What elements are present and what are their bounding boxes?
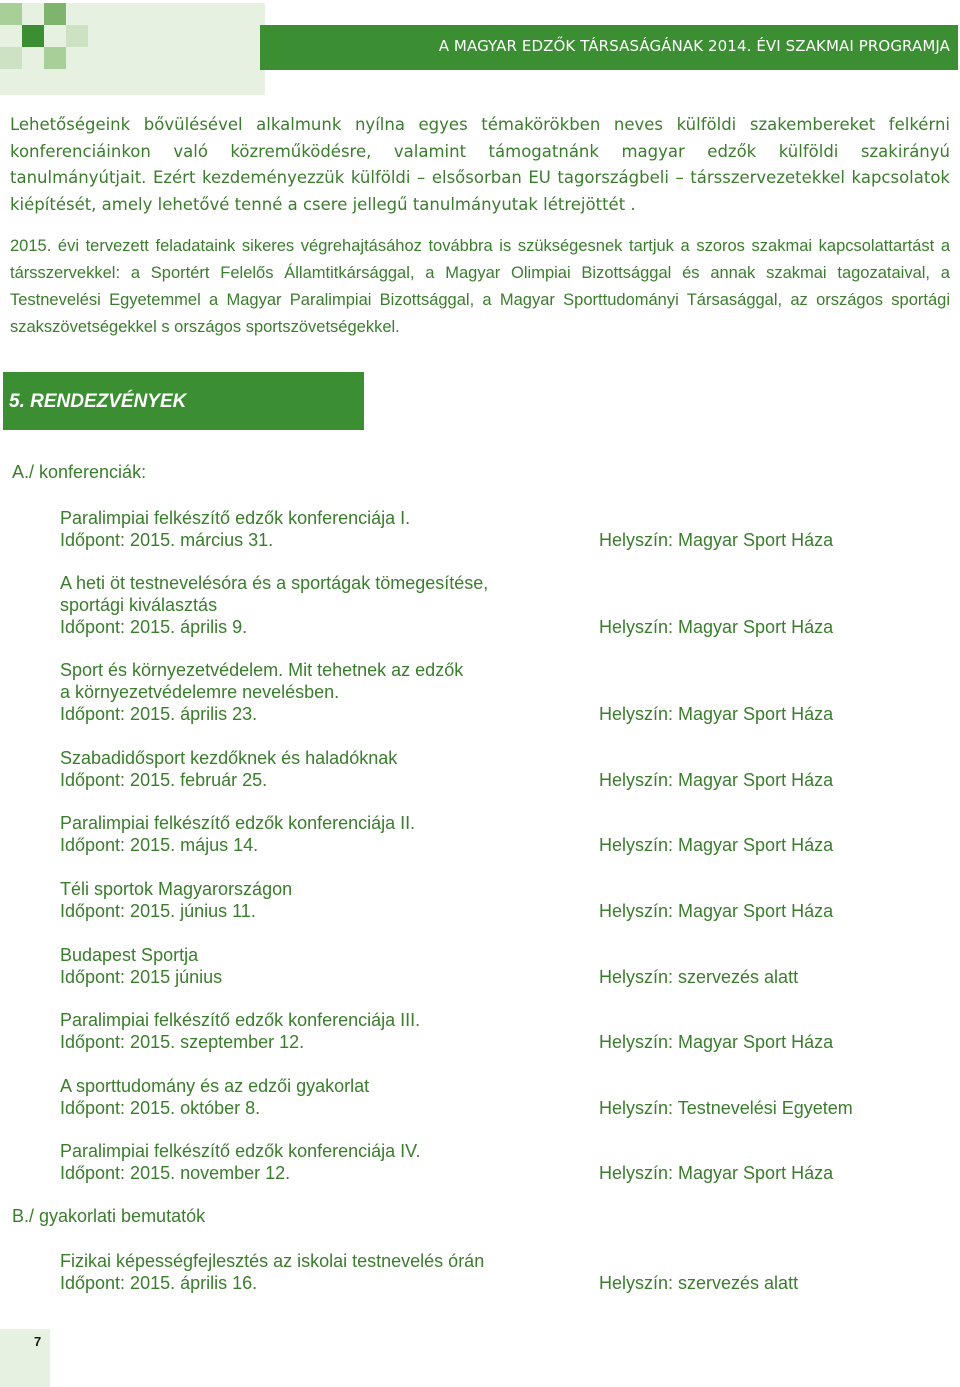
event-date: Időpont: 2015. október 8. [60, 1098, 261, 1118]
event-item [60, 1075, 940, 1119]
header-bar [260, 25, 958, 70]
event-title: Fizikai képességfejlesztés az iskolai testnevelés órán [60, 1251, 485, 1271]
event-item [60, 944, 940, 988]
logo-square-4 [44, 47, 66, 69]
event-item [60, 812, 940, 856]
event-venue: Helyszín: Testnevelési Egyetem [599, 1098, 853, 1118]
event-venue: Helyszín: Magyar Sport Háza [599, 1032, 834, 1052]
event-item [60, 1250, 940, 1294]
event-title: Paralimpiai felkészítő edzők konferenciája III. [60, 1010, 421, 1030]
event-venue: Helyszín: Magyar Sport Háza [599, 770, 834, 790]
paragraph-international-study: Lehetőségeink bővülésével alkalmunk nyílna egyes témakörökben neves külföldi szakembereket felkérni konferenciáinkon való közreműködésre, valamint támogatnánk magyar edzők külföldi szakirányú tanulmányútjait. Ezért kezdeményezzük külföldi – elsősorban EU tagországbeli – társszervezetekkel kapcsolatok kiépítését, amely lehetővé tenné a csere jellegű tanulmányutak létrejöttét . [10, 115, 950, 214]
event-venue: Helyszín: Magyar Sport Háza [599, 901, 834, 921]
section-heading-bar [3, 372, 364, 430]
header-title: A MAGYAR EDZŐK TÁRSASÁGÁNAK 2014. ÉVI SZAKMAI PROGRAMJA [438, 37, 950, 55]
logo-square-1 [0, 3, 22, 25]
logo-square-5 [66, 25, 88, 47]
event-title: A heti öt testnevelésóra és a sportágak tömegesítése, [60, 573, 489, 593]
event-venue: Helyszín: Magyar Sport Háza [599, 1163, 834, 1183]
event-item [60, 747, 940, 791]
event-title: Paralimpiai felkészítő edzők konferenciája II. [60, 813, 416, 833]
event-title: A sporttudomány és az edzői gyakorlat [60, 1076, 370, 1096]
event-venue: Helyszín: Magyar Sport Háza [599, 704, 834, 724]
event-item [60, 572, 940, 638]
header-logo [0, 0, 270, 96]
event-date: Időpont: 2015 június [60, 967, 223, 987]
event-item [60, 1140, 940, 1184]
logo-background [0, 3, 265, 95]
event-title: Budapest Sportja [60, 945, 199, 965]
logo-square-3 [44, 3, 66, 25]
event-venue: Helyszín: szervezés alatt [599, 1273, 799, 1293]
event-title: Paralimpiai felkészítő edzők konferenciája I. [60, 508, 411, 528]
event-title: Téli sportok Magyarországon [60, 879, 293, 899]
event-date: Időpont: 2015. május 14. [60, 835, 259, 855]
event-date: Időpont: 2015. március 31. [60, 530, 274, 550]
demos-heading: B./ gyakorlati bemutatók [12, 1206, 206, 1226]
event-item [60, 659, 940, 725]
event-date: Időpont: 2015. április 16. [60, 1273, 258, 1293]
event-item [60, 1009, 940, 1053]
page-number-box [0, 1329, 50, 1387]
event-title-cont: a környezetvédelemre nevelésben. [60, 682, 340, 702]
event-venue: Helyszín: szervezés alatt [599, 967, 799, 987]
event-title-cont: sportági kiválasztás [60, 595, 218, 615]
event-title: Paralimpiai felkészítő edzők konferenciája IV. [60, 1141, 421, 1161]
paragraph-partnerships: 2015. évi tervezett feladataink sikeres végrehajtásához továbbra is szükségesnek tartjuk a szoros szakmai kapcsolattartást a társszervekkel: a Sportért Felelős Államtitkársággal, a Magyar Olimpiai Bizottsággal és annak szakmai tagozataival, a Testnevelési Egyetemmel a Magyar Paralimpiai Bizottsággal, a Magyar Sporttudományi Társasággal, az országos sportági szakszövetségekkel s országos sportszövetségekkel. [10, 237, 950, 336]
page-number: 7 [34, 1334, 42, 1349]
event-item [60, 507, 940, 551]
event-venue: Helyszín: Magyar Sport Háza [599, 835, 834, 855]
event-item [60, 878, 940, 922]
event-date: Időpont: 2015. június 11. [60, 901, 256, 921]
event-date: Időpont: 2015. április 9. [60, 617, 248, 637]
event-date: Időpont: 2015. április 23. [60, 704, 258, 724]
event-date: Időpont: 2015. szeptember 12. [60, 1032, 305, 1052]
logo-square-2 [22, 25, 44, 47]
section-title: 5. RENDEZVÉNYEK [9, 391, 187, 412]
event-date: Időpont: 2015. február 25. [60, 770, 268, 790]
conferences-heading: A./ konferenciák: [12, 462, 147, 482]
event-title: Szabadidősport kezdőknek és haladóknak [60, 748, 398, 768]
event-venue: Helyszín: Magyar Sport Háza [599, 530, 834, 550]
event-title: Sport és környezetvédelem. Mit tehetnek az edzők [60, 660, 464, 680]
event-date: Időpont: 2015. november 12. [60, 1163, 291, 1183]
logo-square-6 [0, 47, 22, 69]
event-venue: Helyszín: Magyar Sport Háza [599, 617, 834, 637]
